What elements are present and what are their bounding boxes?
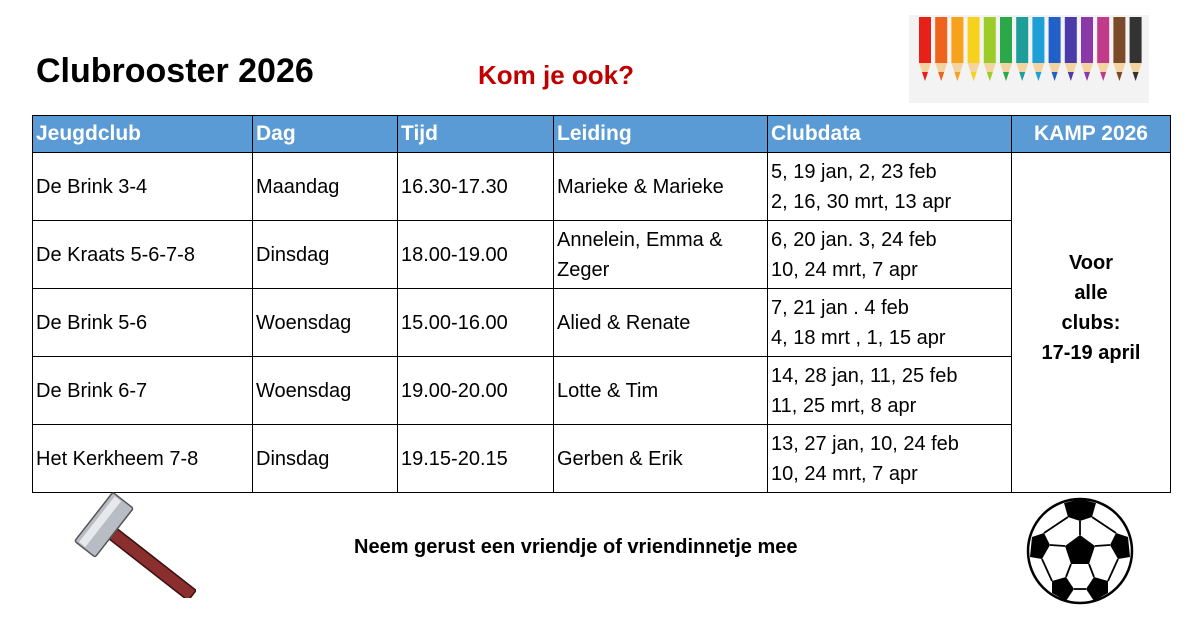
club-time: 19.15-20.15 xyxy=(398,425,554,493)
club-leaders: Gerben & Erik xyxy=(554,425,768,493)
club-leaders: Marieke & Marieke xyxy=(554,153,768,221)
club-day: Dinsdag xyxy=(253,425,398,493)
header-leiding: Leiding xyxy=(554,116,768,153)
club-leaders: Alied & Renate xyxy=(554,289,768,357)
club-dates-line: 4, 18 mrt , 1, 15 apr xyxy=(771,326,946,349)
club-dates xyxy=(768,221,1012,289)
tagline: Kom je ook? xyxy=(478,60,635,90)
table-row xyxy=(33,221,1171,289)
club-dates-line: 14, 28 jan, 11, 25 feb xyxy=(771,364,958,387)
club-name: De Kraats 5-6-7-8 xyxy=(33,221,253,289)
club-name: De Brink 6-7 xyxy=(33,357,253,425)
club-day: Dinsdag xyxy=(253,221,398,289)
club-leaders-line: Annelein, Emma & xyxy=(557,228,723,251)
kamp-line: Voor xyxy=(1068,251,1114,274)
club-time: 15.00-16.00 xyxy=(398,289,554,357)
club-name: Het Kerkheem 7-8 xyxy=(33,425,253,493)
club-time: 16.30-17.30 xyxy=(398,153,554,221)
colored-pencils-image xyxy=(909,15,1149,103)
club-name: De Brink 3-4 xyxy=(33,153,253,221)
club-schedule-table xyxy=(32,115,1171,493)
club-dates xyxy=(768,153,1012,221)
club-day: Woensdag xyxy=(253,289,398,357)
kamp-cell xyxy=(1012,153,1171,493)
club-dates-line: 2, 16, 30 mrt, 13 apr xyxy=(771,190,952,213)
table-row xyxy=(33,425,1171,493)
club-time: 18.00-19.00 xyxy=(398,221,554,289)
header-jeugdclub: Jeugdclub xyxy=(33,116,253,153)
table-header-row xyxy=(33,116,1171,153)
header-dag: Dag xyxy=(253,116,398,153)
club-dates-line: 10, 24 mrt, 7 apr xyxy=(771,258,918,281)
kamp-line: clubs: xyxy=(1061,311,1121,334)
pencils-icon xyxy=(909,15,1149,103)
club-dates xyxy=(768,289,1012,357)
club-leaders xyxy=(554,221,768,289)
soccer-ball-icon xyxy=(1024,495,1136,607)
club-day: Woensdag xyxy=(253,357,398,425)
club-dates-line: 6, 20 jan. 3, 24 feb xyxy=(771,228,937,251)
club-name: De Brink 5-6 xyxy=(33,289,253,357)
header-tijd: Tijd xyxy=(398,116,554,153)
club-leaders-line: Zeger xyxy=(557,258,610,281)
page-title: Clubrooster 2026 xyxy=(36,52,314,90)
header-kamp: KAMP 2026 xyxy=(1012,116,1171,153)
table-row xyxy=(33,153,1171,221)
table-row xyxy=(33,289,1171,357)
kamp-date: 17-19 april xyxy=(1041,341,1141,364)
club-leaders: Lotte & Tim xyxy=(554,357,768,425)
club-day: Maandag xyxy=(253,153,398,221)
hammer-icon xyxy=(58,490,196,598)
footer-note: Neem gerust een vriendje of vriendinnetje mee xyxy=(354,536,798,558)
header-clubdata: Clubdata xyxy=(768,116,1012,153)
club-dates-line: 7, 21 jan . 4 feb xyxy=(771,296,909,319)
table-row xyxy=(33,357,1171,425)
club-dates xyxy=(768,425,1012,493)
club-dates xyxy=(768,357,1012,425)
club-dates-line: 10, 24 mrt, 7 apr xyxy=(771,462,918,485)
club-time: 19.00-20.00 xyxy=(398,357,554,425)
club-dates-line: 13, 27 jan, 10, 24 feb xyxy=(771,432,959,455)
kamp-line: alle xyxy=(1074,281,1108,304)
club-dates-line: 5, 19 jan, 2, 23 feb xyxy=(771,160,937,183)
club-dates-line: 11, 25 mrt, 8 apr xyxy=(771,394,917,417)
